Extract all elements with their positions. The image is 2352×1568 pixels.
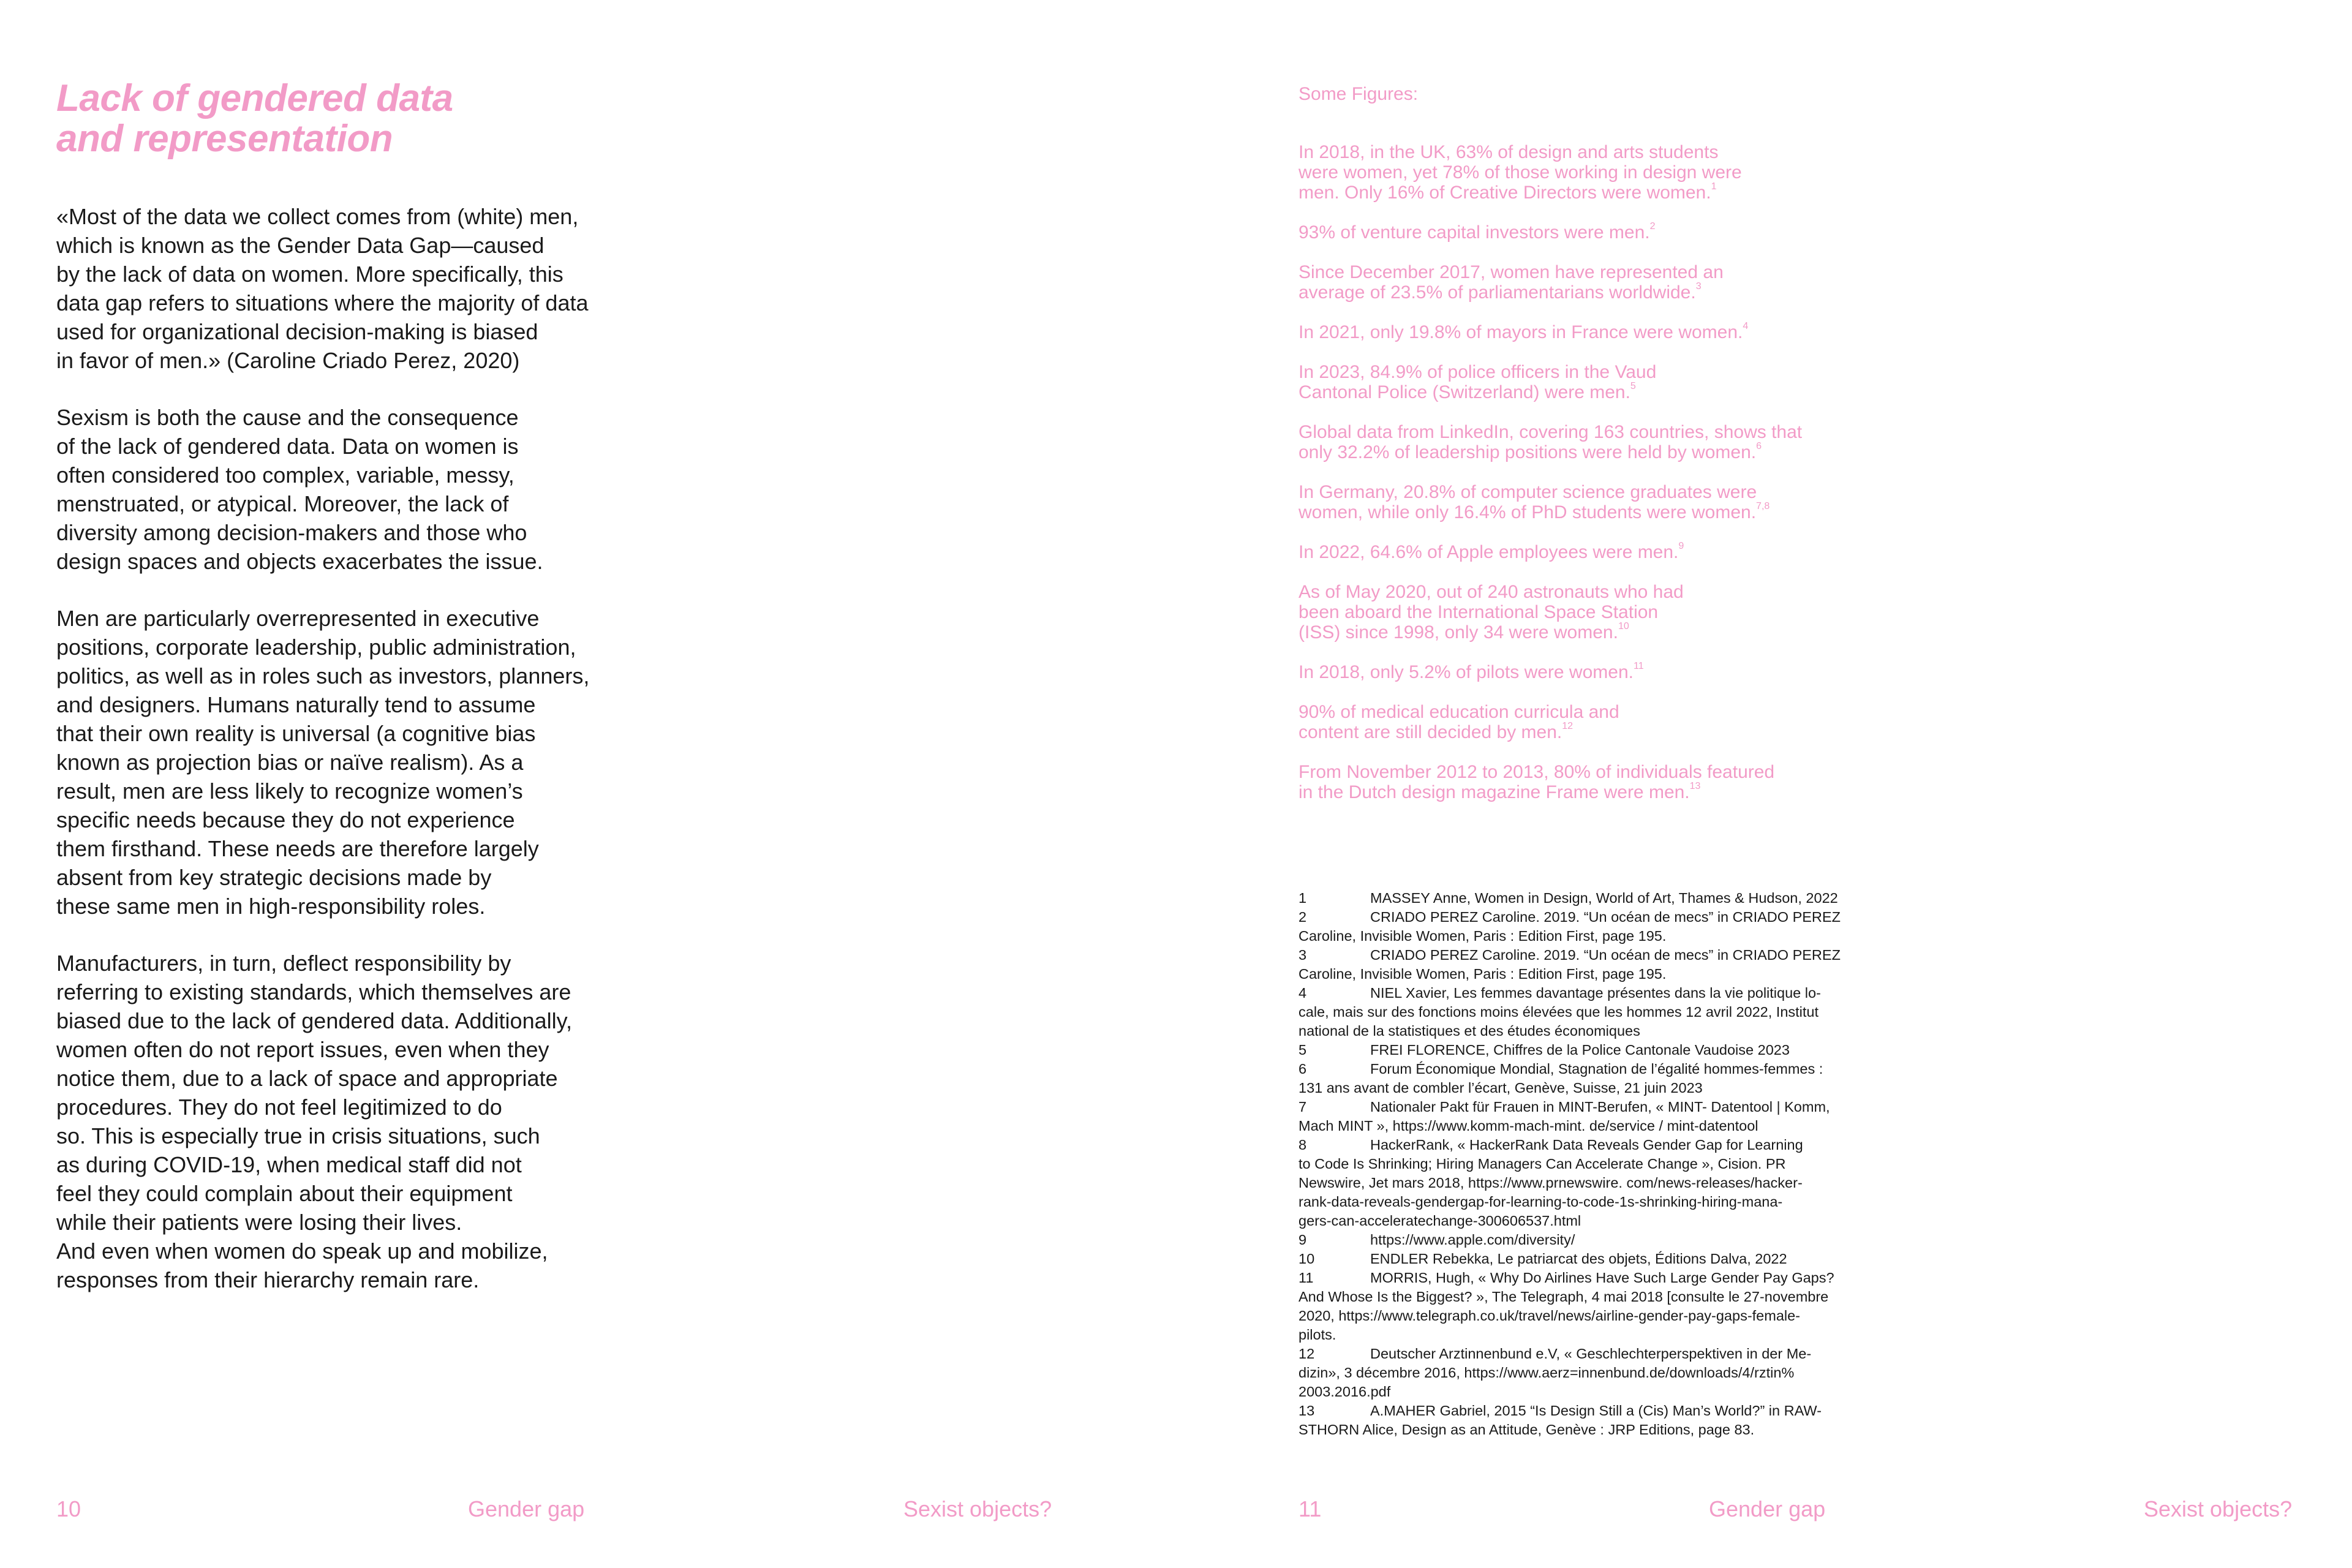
text-line: and designers. Humans naturally tend to assume xyxy=(56,692,536,717)
footnote-text: 2020, https://www.telegraph.co.uk/travel/news/airline-gender-pay-gaps-female- xyxy=(1298,1308,1801,1324)
text-line: while their patients were losing their lives. xyxy=(56,1210,462,1235)
figure-item xyxy=(1298,322,1972,342)
text-line: used for organizational decision-making is biased xyxy=(56,319,538,344)
figure-item xyxy=(1298,542,1972,562)
figures-list xyxy=(1298,142,1972,822)
footnote xyxy=(1298,1250,1911,1268)
text-line: often considered too complex, variable, messy, xyxy=(56,462,514,488)
text-line: known as projection bias or naïve realism). As a xyxy=(56,750,524,775)
footnote-number: 8 xyxy=(1298,1137,1307,1153)
footnote xyxy=(1298,889,1911,908)
text-line: which is known as the Gender Data Gap—caused xyxy=(56,233,545,258)
footnote-text: gers-can-acceleratechange-300606537.html xyxy=(1298,1213,1581,1229)
footnote xyxy=(1298,1060,1911,1098)
text-line: positions, corporate leadership, public administration, xyxy=(56,635,576,660)
footnote-number: 10 xyxy=(1298,1251,1315,1267)
figures-heading: Some Figures: xyxy=(1298,84,1419,104)
text-line: referring to existing standards, which themselves are xyxy=(56,979,571,1005)
figure-item xyxy=(1298,482,1972,522)
text-line: of the lack of gendered data. Data on women is xyxy=(56,434,519,459)
figure-line: From November 2012 to 2013, 80% of individuals featured xyxy=(1298,762,1775,782)
figure-line: In 2022, 64.6% of Apple employees were men. xyxy=(1298,542,1679,562)
figure-line: were women, yet 78% of those working in design were xyxy=(1298,162,1742,183)
running-header-book-title: Sexist objects? xyxy=(903,1496,1052,1521)
footnote xyxy=(1298,1136,1911,1231)
figure-line: In Germany, 20.8% of computer science graduates were xyxy=(1298,482,1757,502)
figure-line: 93% of venture capital investors were men. xyxy=(1298,222,1650,243)
footnote xyxy=(1298,908,1911,946)
footnote-text: Nationaler Pakt für Frauen in MINT-Berufen, « MINT- Datentool | Komm, xyxy=(1370,1099,1830,1115)
text-line: responses from their hierarchy remain rare. xyxy=(56,1267,480,1292)
footnote-text: And Whose Is the Biggest? », The Telegraph, 4 mai 2018 [consulte le 27-novembre xyxy=(1298,1289,1829,1305)
text-line: so. This is especially true in crisis situations, such xyxy=(56,1123,540,1148)
body-paragraph xyxy=(56,949,669,1294)
footnote-text: STHORN Alice, Design as an Attitude, Genève : JRP Editions, page 83. xyxy=(1298,1422,1755,1438)
footnote-ref: 10 xyxy=(1618,621,1629,631)
footnote-number: 9 xyxy=(1298,1232,1307,1248)
footnote-text: CRIADO PEREZ Caroline. 2019. “Un océan de mecs” in CRIADO PEREZ xyxy=(1370,909,1841,925)
figure-line: men. Only 16% of Creative Directors were women. xyxy=(1298,183,1711,203)
figure-item xyxy=(1298,662,1972,682)
text-line: biased due to the lack of gendered data. Additionally, xyxy=(56,1008,572,1033)
footnote-text: Forum Économique Mondial, Stagnation de l’égalité hommes-femmes : xyxy=(1370,1061,1823,1077)
text-line: data gap refers to situations where the majority of data xyxy=(56,290,589,315)
footnote-text: ENDLER Rebekka, Le patriarcat des objets, Éditions Dalva, 2022 xyxy=(1370,1251,1787,1267)
footnote xyxy=(1298,1401,1911,1439)
figure-line: content are still decided by men. xyxy=(1298,722,1562,742)
figure-line: In 2018, in the UK, 63% of design and arts students xyxy=(1298,142,1719,162)
text-line: Men are particularly overrepresented in executive xyxy=(56,606,540,631)
running-header-book-title: Sexist objects? xyxy=(2144,1496,2293,1521)
figure-item xyxy=(1298,362,1972,402)
figure-line: Cantonal Police (Switzerland) were men. xyxy=(1298,382,1630,402)
footnote-text: 131 ans avant de combler l’écart, Genève, Suisse, 21 juin 2023 xyxy=(1298,1080,1703,1096)
footnote xyxy=(1298,1098,1911,1136)
figure-item xyxy=(1298,422,1972,462)
text-line: specific needs because they do not experience xyxy=(56,807,515,832)
footnote xyxy=(1298,1231,1911,1250)
footnote-text: Caroline, Invisible Women, Paris : Edition First, page 195. xyxy=(1298,928,1667,944)
footnote xyxy=(1298,1268,1911,1344)
footnote-text: dizin», 3 décembre 2016, https://www.aerz=innenbund.de/downloads/4/rztin% xyxy=(1298,1365,1795,1381)
footnote-text: pilots. xyxy=(1298,1327,1336,1343)
footnote-text: Newswire, Jet mars 2018, https://www.prnewswire. com/news-releases/hacker- xyxy=(1298,1175,1803,1191)
text-line: design spaces and objects exacerbates the issue. xyxy=(56,549,543,574)
footnote-ref: 2 xyxy=(1649,221,1656,232)
footnote-text: to Code Is Shrinking; Hiring Managers Can Accelerate Change », Cision. PR xyxy=(1298,1156,1786,1172)
footnote-number: 5 xyxy=(1298,1042,1307,1058)
figure-line: average of 23.5% of parliamentarians worldwide. xyxy=(1298,282,1696,303)
footnote-number: 7 xyxy=(1298,1099,1307,1115)
figure-line: been aboard the International Space Station xyxy=(1298,602,1659,622)
footnotes xyxy=(1298,889,1911,1439)
figure-line: In 2023, 84.9% of police officers in the Vaud xyxy=(1298,362,1657,382)
title-line: and representation xyxy=(56,118,393,160)
text-line: feel they could complain about their equipment xyxy=(56,1181,513,1206)
footnote xyxy=(1298,946,1911,984)
footnote-ref: 13 xyxy=(1689,781,1701,791)
figure-line: (ISS) since 1998, only 34 were women. xyxy=(1298,622,1618,643)
text-line: Sexism is both the cause and the consequence xyxy=(56,405,519,430)
footnote-number: 2 xyxy=(1298,909,1307,925)
figure-item xyxy=(1298,222,1972,243)
footnote-text: Mach MINT », https://www.komm-mach-mint. de/service / mint-datentool xyxy=(1298,1118,1758,1134)
figure-line: In 2018, only 5.2% of pilots were women. xyxy=(1298,662,1634,682)
text-line: result, men are less likely to recognize women’s xyxy=(56,778,523,804)
footnote xyxy=(1298,1344,1911,1401)
footnote-ref: 7,8 xyxy=(1756,501,1770,511)
text-line: in favor of men.» (Caroline Criado Perez, 2020) xyxy=(56,348,520,373)
footnote-ref: 4 xyxy=(1743,321,1749,331)
footnote-ref: 12 xyxy=(1562,721,1574,731)
text-line: that their own reality is universal (a cognitive bias xyxy=(56,721,536,746)
footnote-text: MORRIS, Hugh, « Why Do Airlines Have Such Large Gender Pay Gaps? xyxy=(1370,1270,1834,1286)
text-line: absent from key strategic decisions made by xyxy=(56,865,492,890)
figure-item xyxy=(1298,582,1972,643)
footnote-text: NIEL Xavier, Les femmes davantage présentes dans la vie politique lo- xyxy=(1370,985,1821,1001)
footnote-text: cale, mais sur des fonctions moins élevées que les hommes 12 avril 2022, Institut xyxy=(1298,1004,1819,1020)
figure-line: only 32.2% of leadership positions were held by women. xyxy=(1298,442,1757,462)
body-paragraph xyxy=(56,604,669,921)
figure-line: Global data from LinkedIn, covering 163 countries, shows that xyxy=(1298,422,1803,442)
text-line: politics, as well as in roles such as investors, planners, xyxy=(56,663,590,688)
text-line: «Most of the data we collect comes from (white) men, xyxy=(56,204,579,229)
text-line: diversity among decision-makers and those who xyxy=(56,520,527,545)
figure-item xyxy=(1298,142,1972,203)
body-paragraph xyxy=(56,403,669,576)
footnote-ref: 9 xyxy=(1678,541,1684,551)
figure-item xyxy=(1298,702,1972,742)
footnote-text: FREI FLORENCE, Chiffres de la Police Cantonale Vaudoise 2023 xyxy=(1370,1042,1790,1058)
footnote-number: 11 xyxy=(1298,1270,1314,1286)
text-line: procedures. They do not feel legitimized to do xyxy=(56,1095,502,1120)
footnote-text: Deutscher Arztinnenbund e.V, « Geschlechterperspektiven in der Me- xyxy=(1370,1346,1812,1362)
footnote-ref: 6 xyxy=(1756,441,1762,451)
footnote-ref: 5 xyxy=(1630,381,1636,391)
footnote-number: 12 xyxy=(1298,1346,1315,1362)
text-line: Manufacturers, in turn, deflect responsibility by xyxy=(56,951,511,976)
footnote-number: 13 xyxy=(1298,1403,1315,1419)
footnote-number: 6 xyxy=(1298,1061,1307,1077)
footnote-ref: 11 xyxy=(1633,661,1644,671)
title-line: Lack of gendered data xyxy=(56,77,453,119)
footnote-ref: 1 xyxy=(1711,181,1717,192)
figure-line: In 2021, only 19.8% of mayors in France were women. xyxy=(1298,322,1743,342)
footnote-text: Caroline, Invisible Women, Paris : Edition First, page 195. xyxy=(1298,966,1667,982)
text-line: And even when women do speak up and mobilize, xyxy=(56,1238,548,1264)
footnote-number: 3 xyxy=(1298,947,1307,963)
text-line: these same men in high-responsibility roles. xyxy=(56,894,486,919)
footnote-text: A.MAHER Gabriel, 2015 “Is Design Still a (Cis) Man’s World?” in RAW- xyxy=(1370,1403,1822,1419)
text-line: notice them, due to a lack of space and appropriate xyxy=(56,1066,558,1091)
footnote-number: 1 xyxy=(1298,890,1307,906)
text-line: as during COVID-19, when medical staff did not xyxy=(56,1152,522,1177)
footnote-ref: 3 xyxy=(1695,281,1702,292)
text-line: women often do not report issues, even when they xyxy=(56,1037,549,1062)
figure-item xyxy=(1298,762,1972,802)
body-text xyxy=(56,202,669,1322)
text-line: by the lack of data on women. More specifically, this xyxy=(56,262,564,287)
figure-line: women, while only 16.4% of PhD students were women. xyxy=(1298,502,1757,522)
footnote-number: 4 xyxy=(1298,985,1307,1001)
quote-paragraph xyxy=(56,202,669,375)
page-title xyxy=(56,78,453,159)
figure-line: 90% of medical education curricula and xyxy=(1298,702,1619,722)
footnote-text: rank-data-reveals-gendergap-for-learning-to-code-1s-shrinking-hiring-mana- xyxy=(1298,1194,1783,1210)
figure-line: in the Dutch design magazine Frame were men. xyxy=(1298,782,1690,802)
text-line: menstruated, or atypical. Moreover, the lack of xyxy=(56,491,509,516)
footnote-text: CRIADO PEREZ Caroline. 2019. “Un océan de mecs” in CRIADO PEREZ xyxy=(1370,947,1841,963)
footnote-text: national de la statistiques et des études économiques xyxy=(1298,1023,1640,1039)
footnote-text: 2003.2016.pdf xyxy=(1298,1384,1391,1400)
footnote xyxy=(1298,984,1911,1041)
running-header-section: Gender gap xyxy=(1709,1496,1826,1521)
figure-item xyxy=(1298,262,1972,303)
footnote xyxy=(1298,1041,1911,1060)
text-line: them firsthand. These needs are therefore largely xyxy=(56,836,539,861)
footnote-text: https://www.apple.com/diversity/ xyxy=(1370,1232,1575,1248)
figure-line: As of May 2020, out of 240 astronauts who had xyxy=(1298,582,1684,602)
page-number: 11 xyxy=(1298,1496,1322,1521)
running-header-section: Gender gap xyxy=(468,1496,585,1521)
figure-line: Since December 2017, women have represented an xyxy=(1298,262,1724,282)
footnote-text: HackerRank, « HackerRank Data Reveals Gender Gap for Learning xyxy=(1370,1137,1803,1153)
footnote-text: MASSEY Anne, Women in Design, World of Art, Thames & Hudson, 2022 xyxy=(1370,890,1838,906)
page-number: 10 xyxy=(56,1496,81,1521)
